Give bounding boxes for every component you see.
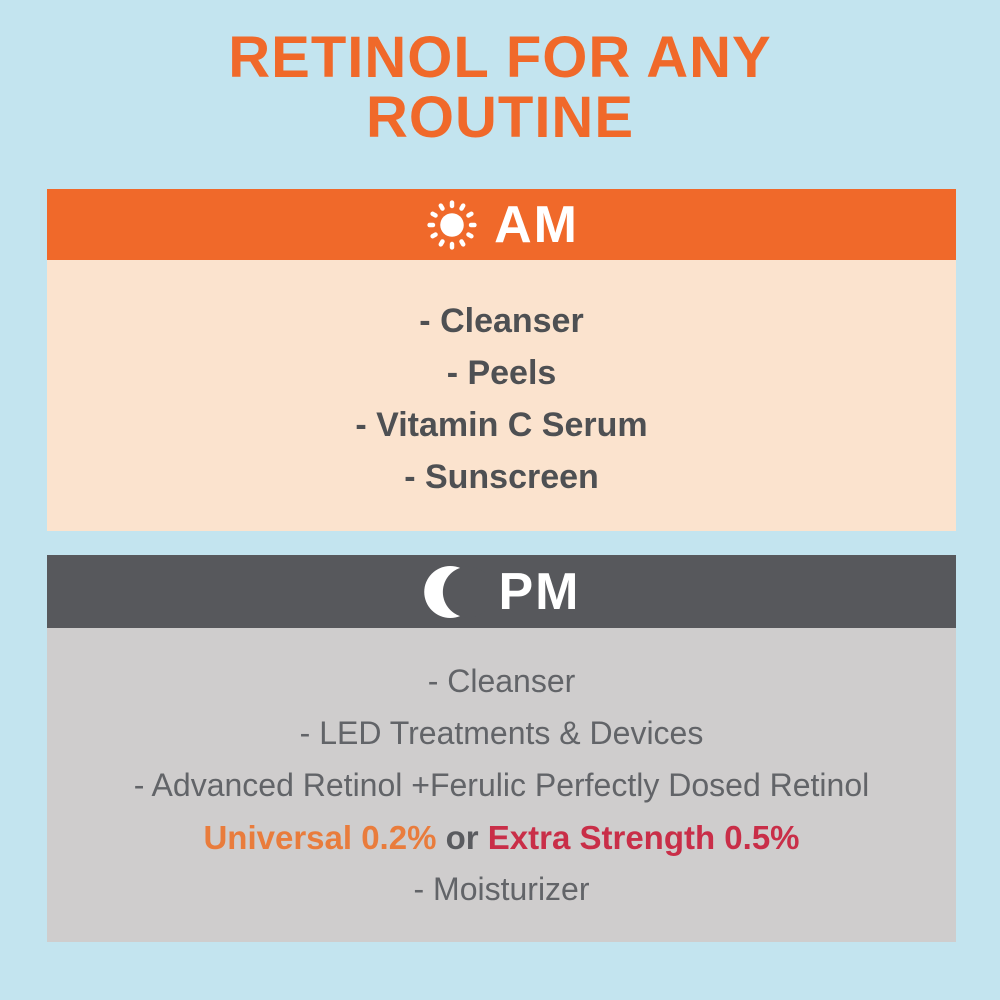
dosage-universal-label: Universal 0.2%: [203, 818, 437, 856]
pm-list-item: - Cleanser: [427, 662, 576, 699]
pm-section-body: [47, 628, 956, 942]
moon-icon: [423, 561, 485, 623]
pm-section-header: [47, 555, 956, 628]
page-title: [0, 25, 1000, 150]
am-header-label: AM: [494, 195, 579, 254]
am-list-item: - Cleanser: [419, 301, 584, 340]
pm-list-item: - LED Treatments & Devices: [299, 714, 704, 751]
dosage-connector-label: or: [436, 818, 488, 856]
dosage-extra-strength-label: Extra Strength 0.5%: [487, 818, 800, 856]
page-title-line2: ROUTINE: [366, 85, 634, 150]
pm-header-label: PM: [498, 562, 581, 621]
pm-list-item: - Moisturizer: [413, 870, 590, 907]
am-section-header: [47, 189, 956, 260]
pm-list-item: - Advanced Retinol +Ferulic Perfectly Dosed Retinol: [133, 766, 870, 803]
page-title-line1: RETINOL FOR ANY: [228, 25, 772, 90]
sun-icon: [424, 197, 480, 253]
am-list-item: - Vitamin C Serum: [355, 405, 648, 444]
am-list-item: - Peels: [446, 353, 557, 392]
am-section-body: [47, 260, 956, 531]
pm-dosage-line: [203, 818, 800, 856]
am-list-item: - Sunscreen: [404, 457, 599, 496]
